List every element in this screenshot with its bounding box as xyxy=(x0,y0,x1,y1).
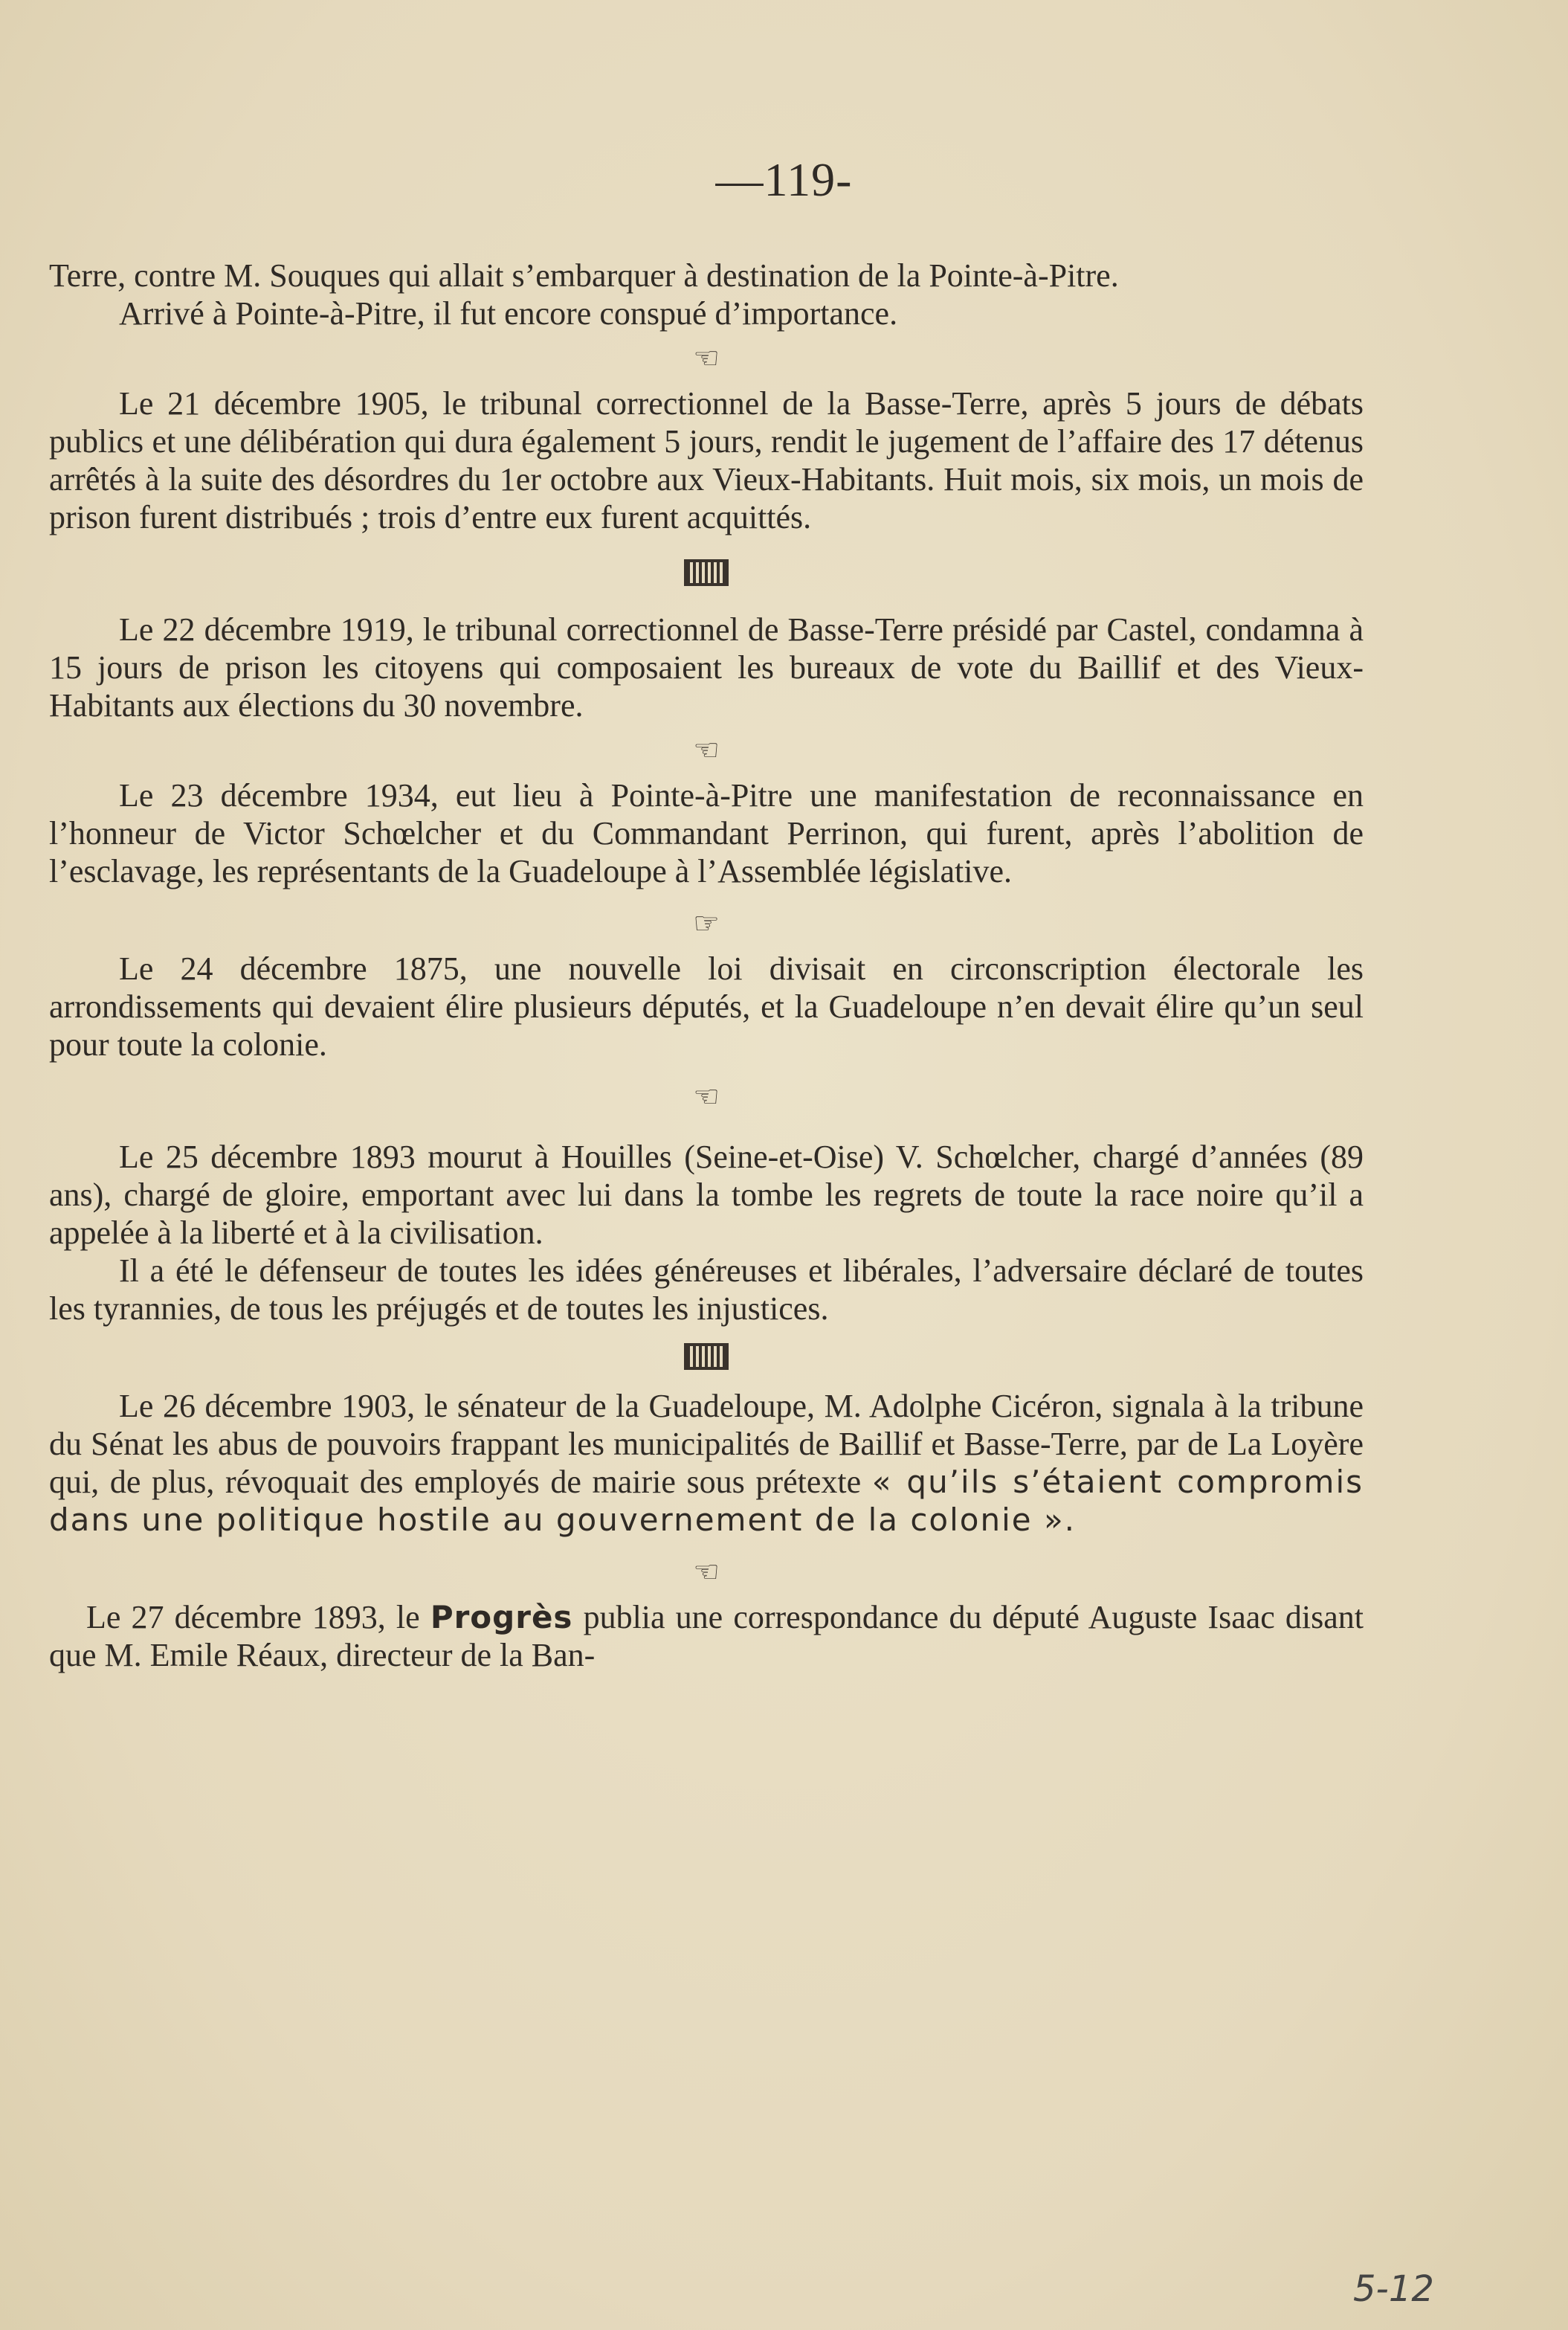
body-text xyxy=(49,257,1364,1674)
paragraph: Le 21 décembre 1905, le tribunal correctionnel de la Basse-Terre, après 5 jours de débats publics et une délibération qui dura également 5 jours, rendit le jugement de l’affaire des 17 détenus arrêtés à la suite des désordres du 1er octobre aux Vieux-Habitants. Huit mois, six mois, un mois de prison furent distribués ; trois d’entre eux furent acquittés. xyxy=(49,385,1364,535)
box-ornament-icon xyxy=(49,1327,1364,1380)
paragraph-text: Le 26 décembre 1903, le sénateur de la Guadeloupe, M. Adolphe Cicéron, signala à la tribune du Sénat les abus de pouvoirs frappant les municipalités de Baillif et Basse-Terre, par de La Loyère qui, de plus, révoquait des employés de mairie sous prétexte xyxy=(49,1388,1364,1500)
paragraph-text: publia une correspondance du député Auguste Isaac disant que M. Emile Réaux, directeur de la Ban- xyxy=(49,1599,1364,1673)
paragraph-text: Le 27 décembre 1893, le xyxy=(86,1599,420,1635)
page-number: —119- xyxy=(715,153,853,206)
paragraph: Arrivé à Pointe-à-Pitre, il fut encore conspué d’importance. xyxy=(119,295,898,332)
hand-ornament-icon: ☜ xyxy=(693,733,720,767)
hand-ornament-icon: ☜ xyxy=(693,1555,720,1589)
hand-ornament-icon: ☜ xyxy=(693,341,720,375)
paragraph-text-sans: « qu’ils s’étaient compromis dans une politique hostile au gouvernement de la colonie ». xyxy=(49,1464,1364,1538)
hand-ornament-icon: ☜ xyxy=(693,1080,720,1113)
hand-right-ornament-icon: ☞ xyxy=(693,907,720,940)
paragraph: Le 23 décembre 1934, eut lieu à Pointe-à-Pitre une manifestation de reconnaissance en l’honneur de Victor Schœlcher et du Commandant Perrinon, qui furent, après l’abolition de l’esclavage, les représentants de la Guadeloupe à l’Assemblée législative. xyxy=(49,777,1364,889)
paragraph: Terre, contre M. Souques qui allait s’embarquer à destination de la Pointe-à-Pitre. xyxy=(49,257,1119,294)
newspaper-name: Progrès xyxy=(430,1599,573,1635)
paragraph xyxy=(49,1598,1364,1674)
paragraph: Il a été le défenseur de toutes les idées généreuses et libérales, l’adversaire déclaré de toutes les tyrannies, de tous les préjugés et de toutes les injustices. xyxy=(49,1252,1364,1327)
paragraph: Le 25 décembre 1893 mourut à Houilles (Seine-et-Oise) V. Schœlcher, chargé d’années (89 ans), chargé de gloire, emportant avec lui dans la tombe les regrets de toute la race noire qu’il a appelée à la liberté et à la civilisation. xyxy=(49,1139,1364,1251)
box-ornament-icon xyxy=(49,544,1364,596)
margin-note: 5-12 xyxy=(1353,2268,1434,2310)
paragraph: Le 22 décembre 1919, le tribunal correctionnel de Basse-Terre présidé par Castel, condamna à 15 jours de prison les citoyens qui composaient les bureaux de vote du Baillif et des Vieux-Habitants aux élections du 30 novembre. xyxy=(49,611,1364,724)
paragraph: Le 24 décembre 1875, une nouvelle loi divisait en circonscription électorale les arrondissements qui devaient élire plusieurs députés, et la Guadeloupe n’en devait élire qu’un seul pour toute la colonie. xyxy=(49,950,1364,1063)
paragraph xyxy=(49,1387,1364,1539)
